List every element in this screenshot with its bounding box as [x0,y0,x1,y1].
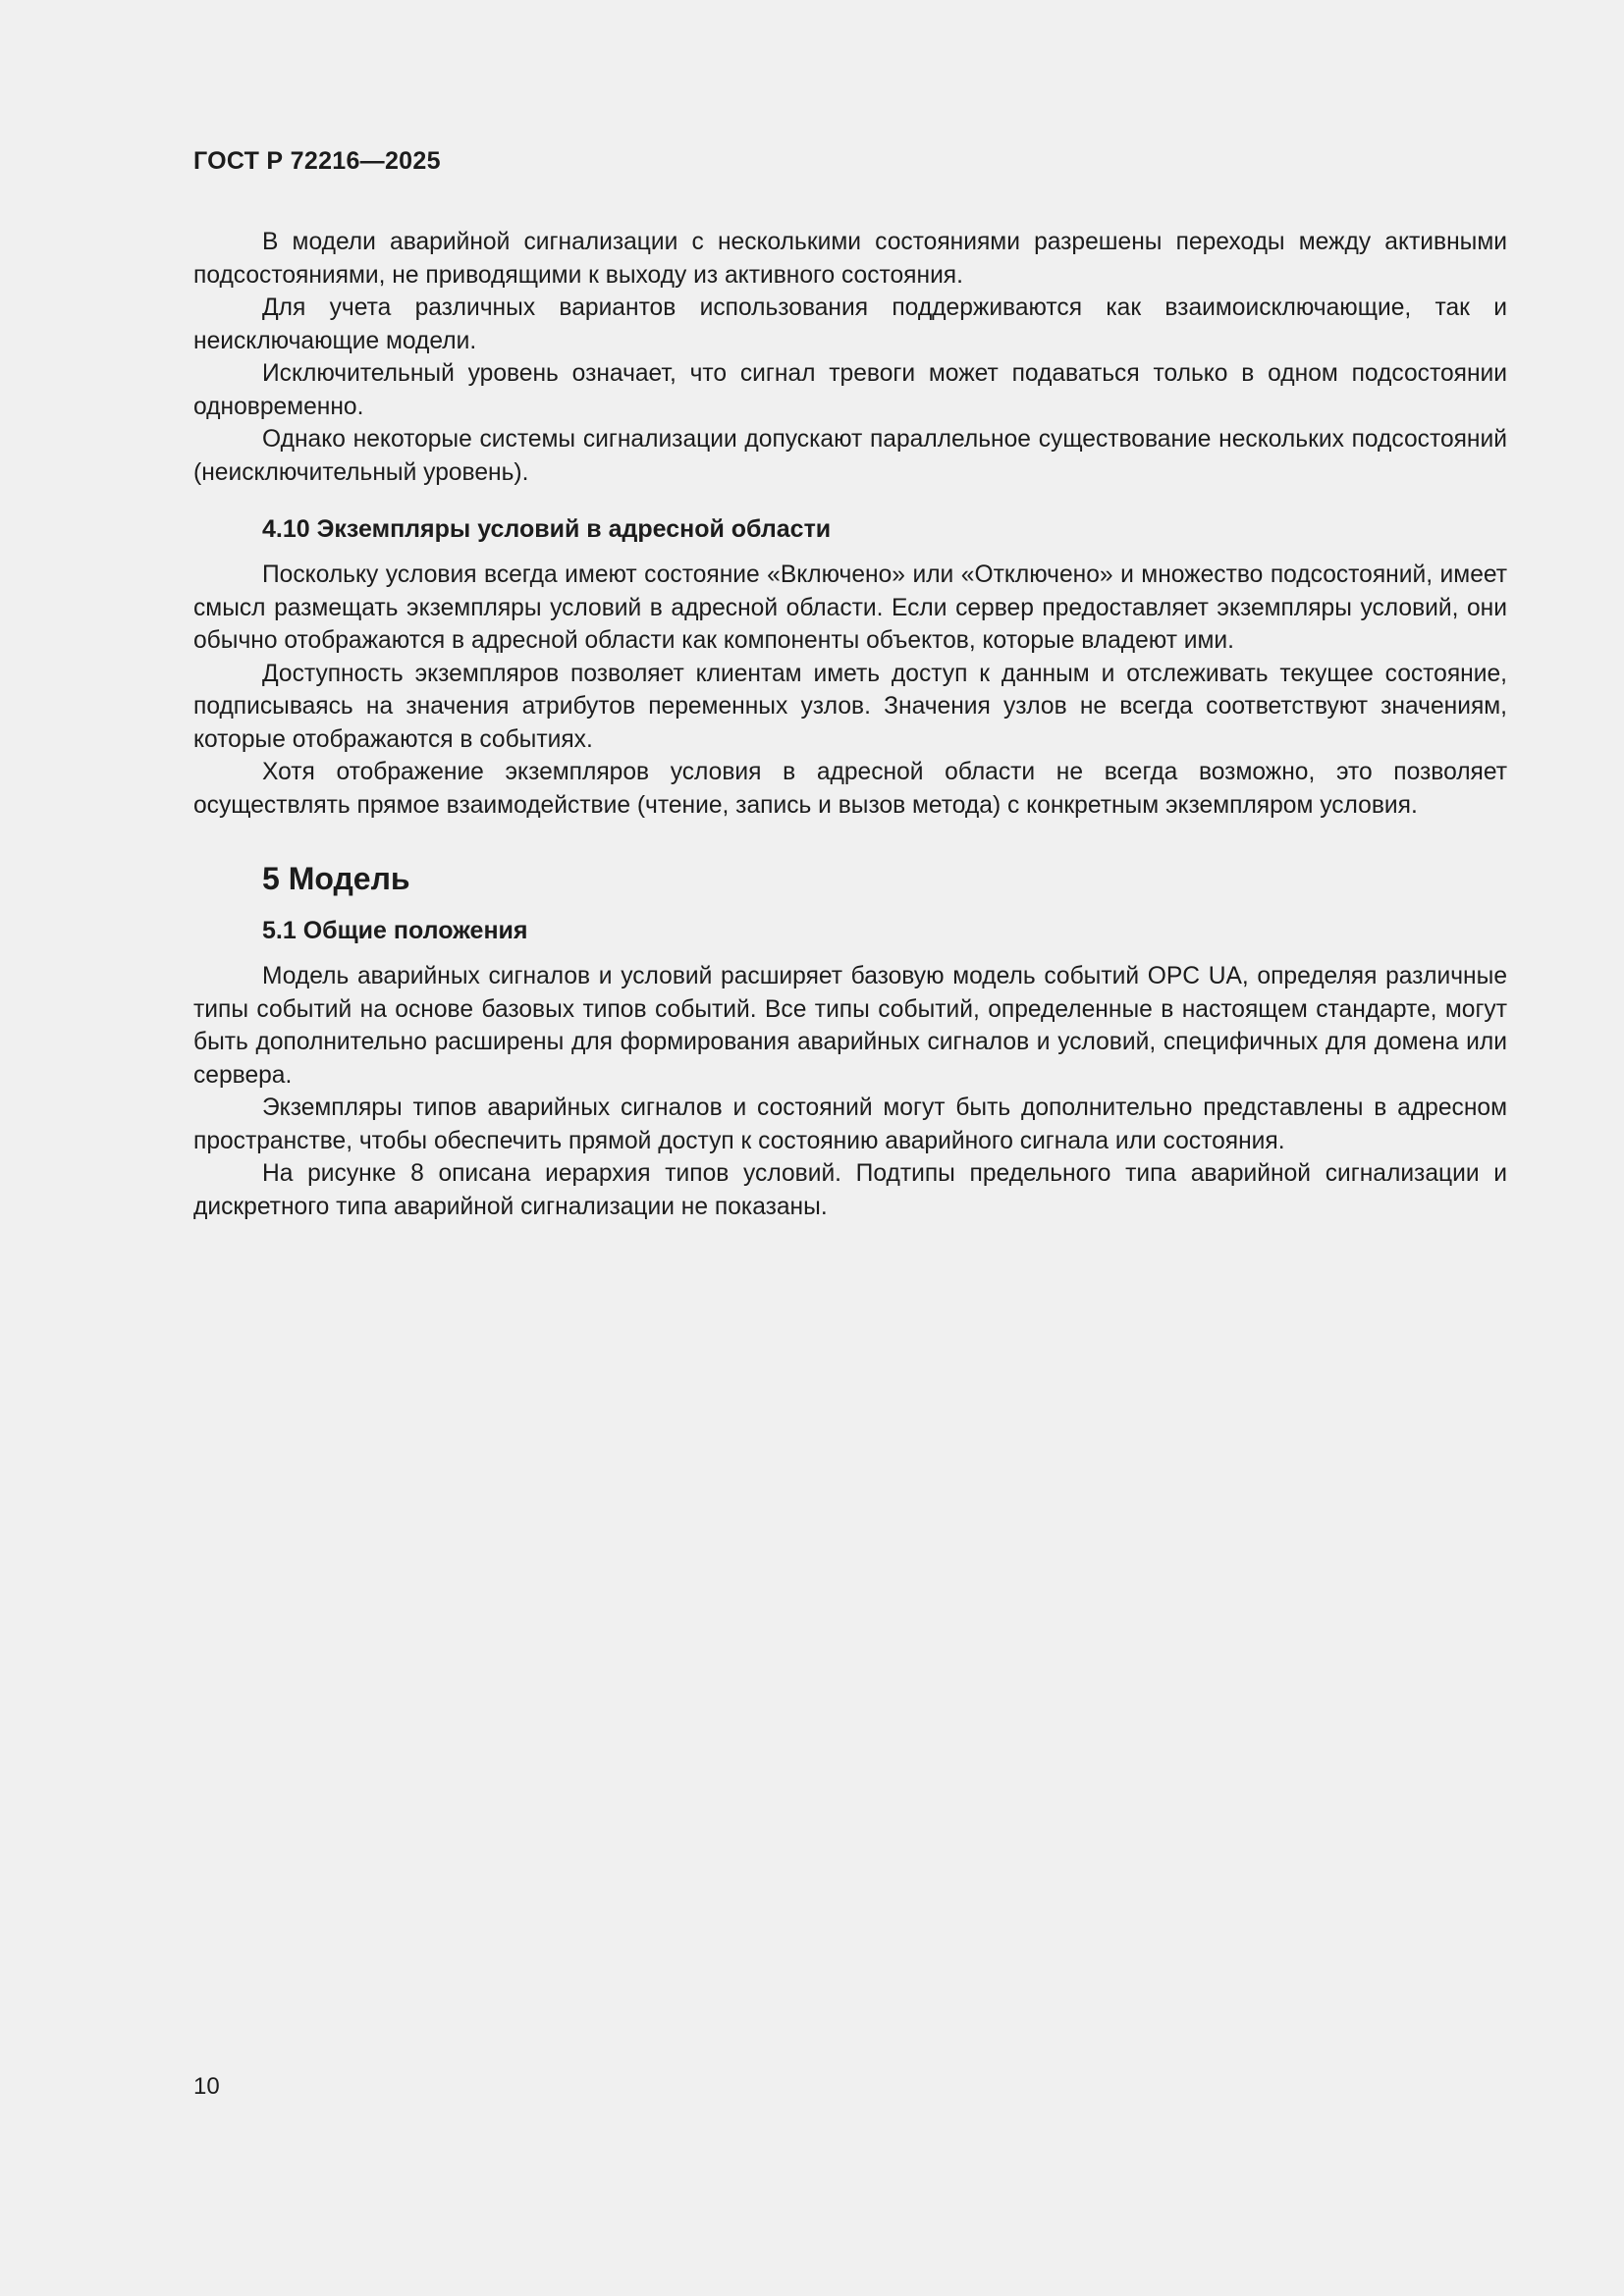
body-paragraph: Хотя отображение экземпляров условия в адресной области не всегда возможно, это позволяет осуществлять прямое взаимодействие (чтение, запись и вызов метода) с конкретным экземпляром условия. [193,759,1507,819]
body-paragraph: Доступность экземпляров позволяет клиентам иметь доступ к данным и отслеживать текущее состояние, подписываясь на значения атрибутов переменных узлов. Значения узлов не всегда соответствуют значениям, которые отображаются в событиях. [193,660,1507,753]
page-number: 10 [193,2073,220,2100]
subsection-heading-5-1: 5.1 Общие положения [262,917,528,944]
body-paragraph: На рисунке 8 описана иерархия типов условий. Подтипы предельного типа аварийной сигнализации и дискретного типа аварийной сигнализации не показаны. [193,1160,1507,1220]
subsection-heading-4-10: 4.10 Экземпляры условий в адресной области [262,515,832,543]
body-paragraph: Экземпляры типов аварийных сигналов и состояний могут быть дополнительно представлены в адресном пространстве, чтобы обеспечить прямой доступ к состоянию аварийного сигнала или состояния. [193,1095,1507,1154]
body-paragraph: Поскольку условия всегда имеют состояние «Включено» или «Отключено» и множество подсостояний, имеет смысл размещать экземпляры условий в адресной области. Если сервер предоставляет экземпляры условий, они обычно отображаются в адресной области как компоненты объектов, которые владеют ими. [193,561,1507,654]
body-paragraph: Однако некоторые системы сигнализации допускают параллельное существование нескольких подсостояний (неисключительный уровень). [193,426,1507,486]
body-paragraph: Исключительный уровень означает, что сигнал тревоги может подаваться только в одном подсостоянии одновременно. [193,360,1507,420]
document-code: ГОСТ Р 72216—2025 [193,147,441,175]
body-paragraph: В модели аварийной сигнализации с несколькими состояниями разрешены переходы между активными подсостояниями, не приводящими к выходу из активного состояния. [193,229,1507,289]
body-paragraph: Модель аварийных сигналов и условий расширяет базовую модель событий OPC UA, определяя различные типы событий на основе базовых типов событий. Все типы событий, определенные в настоящем стандарте, могут быть дополнительно расширены для формирования аварийных сигналов и условий, специфичных для домена или сервера. [193,963,1507,1089]
body-paragraph: Для учета различных вариантов использования поддерживаются как взаимоисключающие, так и неисключающие модели. [193,294,1507,354]
document-body [193,226,1507,1223]
section-heading-5: 5 Модель [262,861,410,896]
